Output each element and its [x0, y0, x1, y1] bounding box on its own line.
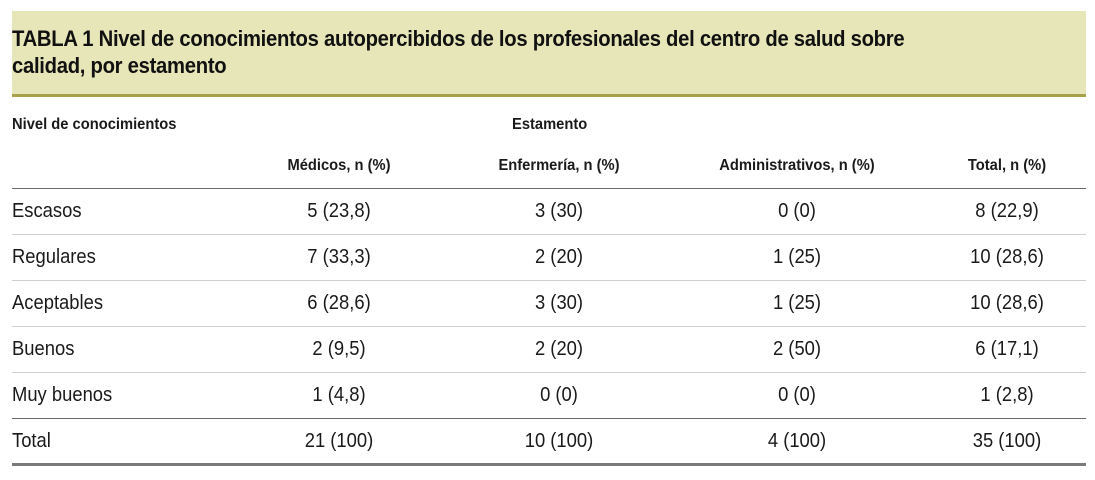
cell-administrativos: 0 (0): [778, 384, 816, 406]
group-header-label: Estamento: [512, 116, 588, 133]
cell-medicos: 2 (9,5): [312, 338, 366, 360]
cell-medicos: 21 (100): [304, 430, 374, 452]
row-label: Aceptables: [12, 292, 104, 314]
table-title-line-1: TABLA 1 Nivel de conocimientos autopercibidos de los profesionales del centro de salud sobre: [12, 26, 905, 51]
cell-enfermeria: 0 (0): [540, 384, 578, 406]
cell-medicos: 6 (28,6): [307, 292, 371, 314]
column-header-total: Total, n (%): [967, 157, 1047, 174]
cell-enfermeria: 2 (20): [534, 246, 584, 268]
cell-total: 35 (100): [972, 430, 1042, 452]
table-title-box: [12, 11, 1086, 97]
cell-enfermeria: 3 (30): [534, 292, 584, 314]
table-body: [12, 189, 1086, 466]
cell-medicos: 1 (4,8): [312, 384, 366, 406]
cell-enfermeria: 2 (20): [534, 338, 584, 360]
cell-enfermeria: 3 (30): [534, 200, 584, 222]
cell-administrativos: 2 (50): [772, 338, 822, 360]
table-row: [12, 327, 1086, 373]
row-label: Buenos: [12, 338, 75, 360]
cell-total: 6 (17,1): [975, 338, 1039, 360]
cell-administrativos: 1 (25): [772, 246, 822, 268]
row-label: Escasos: [12, 200, 82, 222]
cell-total: 8 (22,9): [975, 200, 1039, 222]
cell-administrativos: 4 (100): [767, 430, 827, 452]
table-header: [12, 97, 1086, 189]
column-header-enfermeria: Enfermería, n (%): [498, 157, 620, 174]
table-total-row: [12, 419, 1086, 466]
table-row: [12, 189, 1086, 235]
cell-total: 10 (28,6): [970, 246, 1044, 268]
cell-administrativos: 0 (0): [778, 200, 816, 222]
cell-administrativos: 1 (25): [772, 292, 822, 314]
cell-medicos: 7 (33,3): [307, 246, 371, 268]
row-label: Total: [12, 430, 51, 452]
cell-total: 10 (28,6): [970, 292, 1044, 314]
table-row: [12, 235, 1086, 281]
table-row: [12, 281, 1086, 327]
column-header-medicos: Médicos, n (%): [287, 157, 391, 174]
cell-medicos: 5 (23,8): [307, 200, 371, 222]
column-header-administrativos: Administrativos, n (%): [719, 157, 875, 174]
row-header-label: Nivel de conocimientos: [12, 116, 177, 133]
table-title: [12, 25, 1079, 79]
cell-total: 1 (2,8): [980, 384, 1034, 406]
table-title-line-2: calidad, por estamento: [12, 53, 227, 78]
data-table: [12, 11, 1086, 466]
cell-enfermeria: 10 (100): [524, 430, 594, 452]
table-row: [12, 373, 1086, 419]
row-label: Muy buenos: [12, 384, 113, 406]
row-label: Regulares: [12, 246, 96, 268]
